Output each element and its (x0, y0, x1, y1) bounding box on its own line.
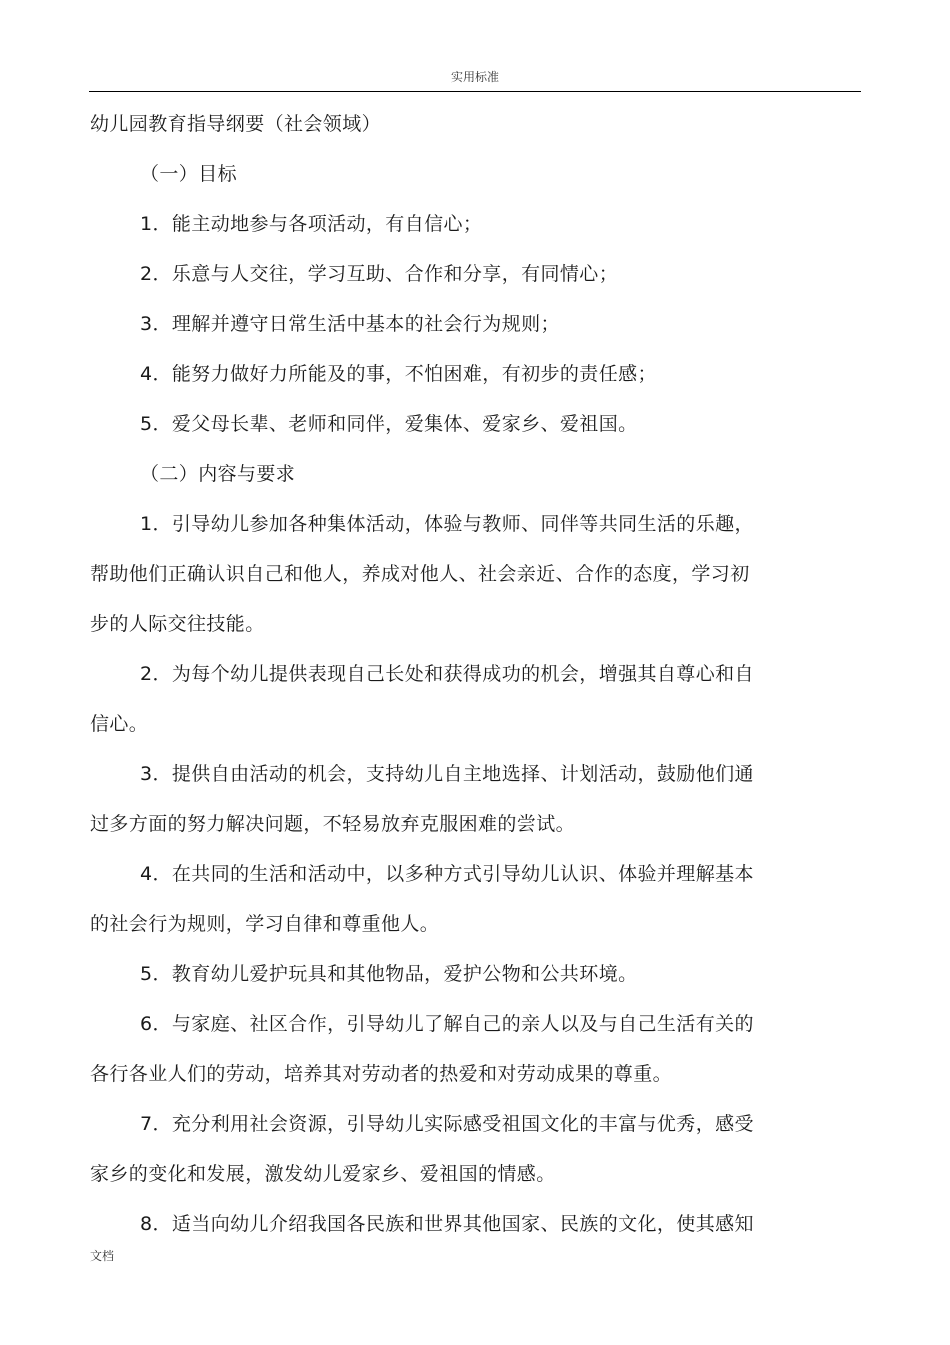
paragraph-continuation: 步的人际交往技能。 (90, 613, 265, 635)
document-body (90, 99, 830, 1249)
paragraph: 6．与家庭、社区合作，引导幼儿了解自己的亲人以及与自己生活有关的 (140, 1013, 754, 1035)
page-footer: 文档 (90, 1249, 115, 1263)
section-heading: （二）内容与要求 (140, 463, 296, 485)
paragraph-continuation: 的社会行为规则，学习自律和尊重他人。 (90, 913, 440, 935)
paragraph: 5．爱父母长辈、老师和同伴，爱集体、爱家乡、爱祖国。 (140, 413, 638, 435)
paragraph-continuation: 信心。 (90, 713, 149, 735)
paragraph-continuation: 帮助他们正确认识自己和他人，养成对他人、社会亲近、合作的态度，学习初 (90, 563, 750, 585)
paragraph: 3．提供自由活动的机会，支持幼儿自主地选择、计划活动，鼓励他们通 (140, 763, 754, 785)
paragraph: 2．为每个幼儿提供表现自己长处和获得成功的机会，增强其自尊心和自 (140, 663, 754, 685)
paragraph-continuation: 过多方面的努力解决问题，不轻易放弃克服困难的尝试。 (90, 813, 576, 835)
paragraph: 5．教育幼儿爱护玩具和其他物品，爱护公物和公共环境。 (140, 963, 638, 985)
paragraph: 4．在共同的生活和活动中，以多种方式引导幼儿认识、体验并理解基本 (140, 863, 754, 885)
section-heading: （一）目标 (140, 163, 238, 185)
paragraph: 1．引导幼儿参加各种集体活动，体验与教师、同伴等共同生活的乐趣， (140, 513, 754, 535)
paragraph: 8．适当向幼儿介绍我国各民族和世界其他国家、民族的文化，使其感知 (140, 1213, 754, 1235)
paragraph: 7．充分利用社会资源，引导幼儿实际感受祖国文化的丰富与优秀，感受 (140, 1113, 754, 1135)
paragraph: 2．乐意与人交往，学习互助、合作和分享，有同情心； (140, 263, 619, 285)
page-header: 实用标准 (450, 70, 499, 84)
document-title: 幼儿园教育指导纲要（社会领域） (90, 113, 382, 135)
header-rule (89, 91, 861, 92)
paragraph-continuation: 家乡的变化和发展，激发幼儿爱家乡、爱祖国的情感。 (90, 1163, 556, 1185)
paragraph: 1．能主动地参与各项活动，有自信心； (140, 213, 483, 235)
paragraph: 3．理解并遵守日常生活中基本的社会行为规则； (140, 313, 560, 335)
paragraph-continuation: 各行各业人们的劳动，培养其对劳动者的热爱和对劳动成果的尊重。 (90, 1063, 673, 1085)
paragraph: 4．能努力做好力所能及的事，不怕困难，有初步的责任感； (140, 363, 657, 385)
